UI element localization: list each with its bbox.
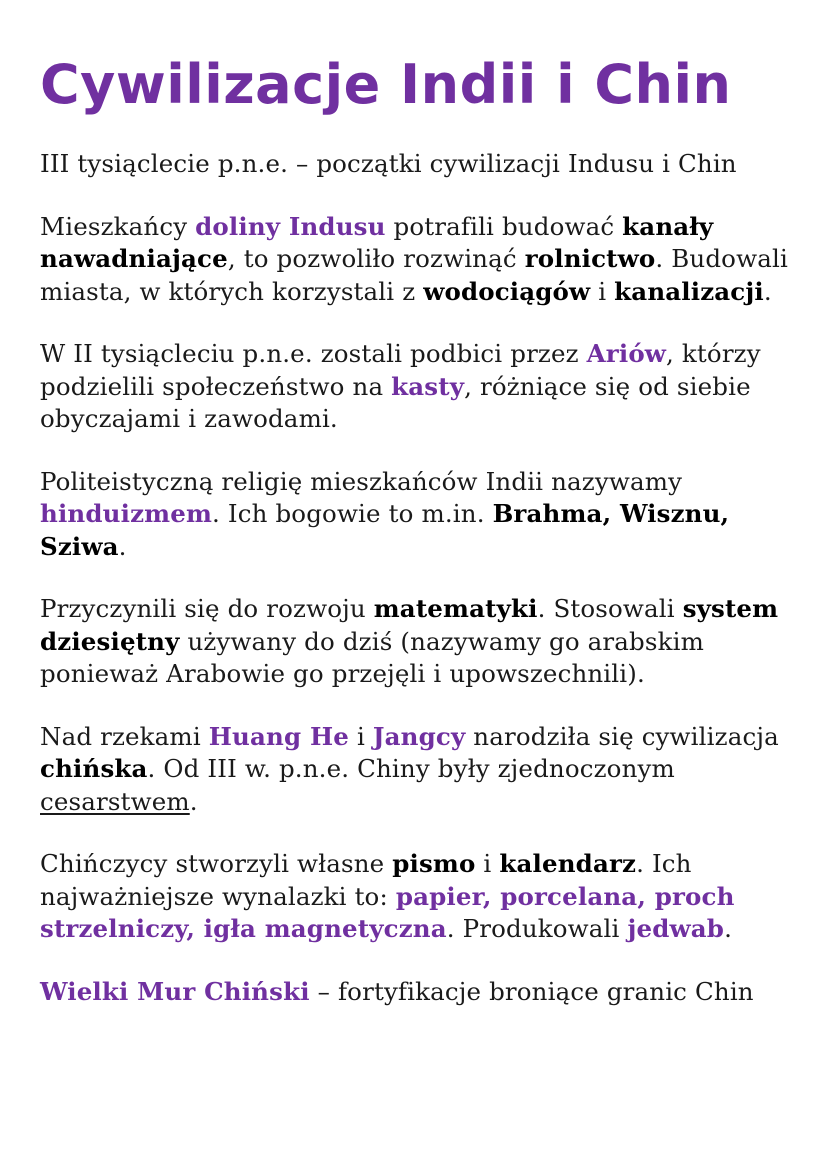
keyword-purple: Wielki Mur Chiński <box>40 976 310 1006</box>
text: – fortyfikacje broniące granic Chin <box>309 976 754 1006</box>
paragraph-inventions <box>40 848 798 946</box>
keyword-bold: system dziesiętny <box>40 594 779 656</box>
paragraph-aryans <box>40 338 798 436</box>
text: Politeistyczną religię mieszkańców Indii nazywamy <box>40 466 683 496</box>
text: . Od III w. p.n.e. Chiny były zjednoczonym <box>147 754 675 783</box>
keyword-bold: matematyki <box>373 594 538 623</box>
text: narodziła się cywilizacja <box>465 721 779 751</box>
keyword-bold: kanały nawadniające <box>40 211 714 273</box>
text: . Ich najważniejsze wynalazki to: <box>40 849 692 911</box>
paragraph-great-wall <box>40 976 798 1009</box>
keyword-bold: rolnictwo <box>524 244 656 273</box>
text: . Produkowali <box>446 914 628 943</box>
keyword-bold: pismo <box>392 849 476 878</box>
keyword-bold: kalendarz <box>499 849 637 878</box>
keyword-purple: papier, porcelana, proch strzelniczy, igła magnetyczna <box>40 881 735 943</box>
text: , różniące się od siebie obyczajami i zawodami. <box>40 371 751 433</box>
keyword-bold: kanalizacji <box>614 276 764 306</box>
keyword-underlined: cesarstwem <box>40 786 190 816</box>
text: . Budowali miasta, w których korzystali z <box>40 244 788 306</box>
keyword-purple: hinduizmem <box>40 499 213 528</box>
text: . <box>763 276 772 306</box>
text: III tysiąclecie p.n.e. – początki cywilizacji Indusu i Chin <box>40 149 737 178</box>
text: . <box>189 786 198 816</box>
page-title: Cywilizacje Indii i Chin <box>40 53 732 116</box>
keyword-purple: Jangcy <box>372 721 466 751</box>
text: , to pozwoliło rozwinąć <box>227 244 525 273</box>
text: używany do dziś (nazywamy go arabskim ponieważ Arabowie go przejęli i upowszechnili). <box>40 626 704 688</box>
text: . <box>118 531 127 561</box>
keyword-bold: wodociągów <box>423 276 591 306</box>
text: i <box>349 721 373 751</box>
keyword-purple: doliny Indusu <box>195 211 386 241</box>
text: Przyczynili się do rozwoju <box>40 594 374 623</box>
paragraph-hinduism <box>40 466 798 564</box>
text: . Ich bogowie to m.in. <box>212 499 493 528</box>
text: . Stosowali <box>537 594 683 623</box>
keyword-purple: kasty <box>391 371 465 401</box>
keyword-bold: Brahma, Wisznu, Sziwa <box>40 499 730 561</box>
text: potrafili budować <box>385 211 623 241</box>
paragraph-timeline <box>40 148 798 181</box>
text: i <box>590 276 615 306</box>
keyword-purple: Huang He <box>208 721 349 751</box>
paragraph-chinese-civilization <box>40 721 798 819</box>
text: Chińczycy stworzyli własne <box>40 849 393 878</box>
paragraph-mathematics <box>40 593 798 691</box>
text: Mieszkańcy <box>40 211 196 241</box>
keyword-purple: jedwab <box>627 914 725 943</box>
text: i <box>475 849 500 878</box>
paragraph-indus-valley <box>40 211 798 309</box>
text: . <box>724 914 733 943</box>
text: , którzy podzielili społeczeństwo na <box>40 339 761 401</box>
keyword-bold: chińska <box>40 754 148 783</box>
text: W II tysiącleciu p.n.e. zostali podbici przez <box>40 339 587 368</box>
text: Nad rzekami <box>40 721 209 751</box>
keyword-purple: Ariów <box>586 339 667 368</box>
